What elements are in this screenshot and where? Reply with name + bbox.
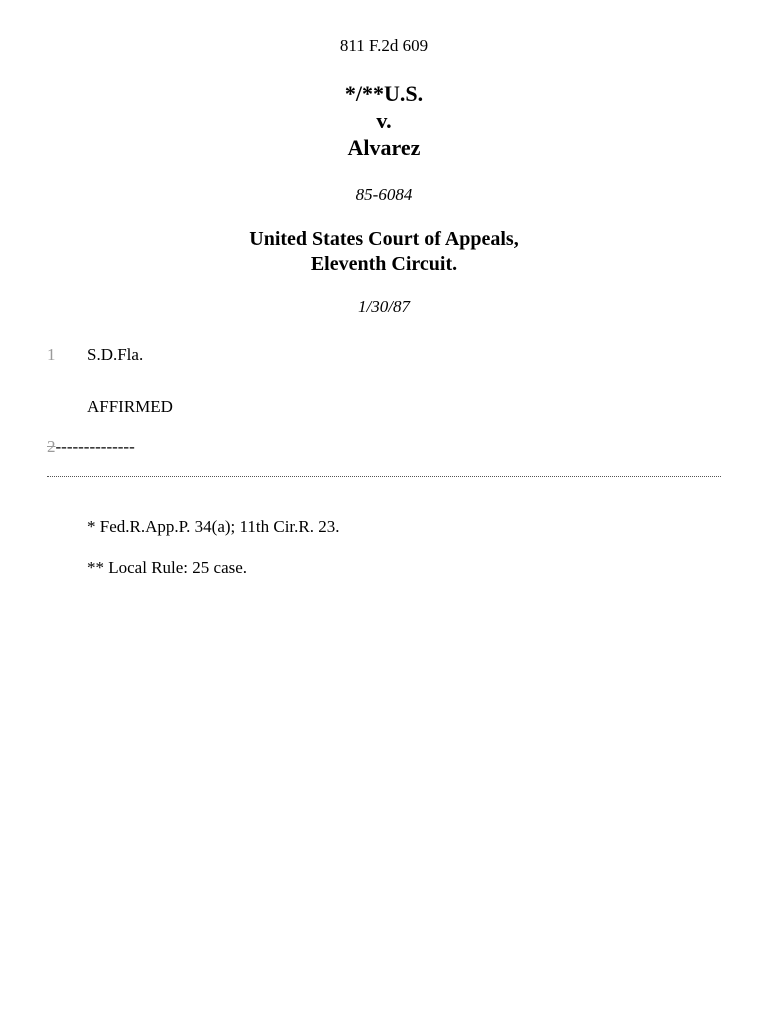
disposition-text: AFFIRMED (87, 397, 173, 416)
court-name-line-2: Eleventh Circuit. (310, 253, 458, 275)
footnote-separator-marker (47, 437, 135, 457)
paragraph-text: S.D.Fla. (87, 345, 144, 364)
paragraph-number[interactable]: 1 (47, 345, 56, 364)
case-title-defendant: Alvarez (347, 135, 421, 160)
decision-date: 1/30/87 (358, 297, 410, 316)
court-name-line-1: United States Court of Appeals, (249, 228, 519, 250)
footnote-divider (47, 476, 721, 477)
footnote-marker-number[interactable]: 2 (47, 437, 56, 456)
case-title-plaintiff: */**U.S. (344, 81, 424, 106)
court-name (0, 227, 768, 277)
footnote-marker-dashes: -------------- (55, 437, 135, 456)
case-citation: 811 F.2d 609 (339, 36, 429, 55)
case-title (0, 80, 768, 161)
case-title-versus: v. (376, 108, 392, 133)
docket-number: 85-6084 (355, 185, 413, 204)
footnote: * Fed.R.App.P. 34(a); 11th Cir.R. 23. (87, 517, 340, 536)
footnote: ** Local Rule: 25 case. (87, 558, 248, 577)
